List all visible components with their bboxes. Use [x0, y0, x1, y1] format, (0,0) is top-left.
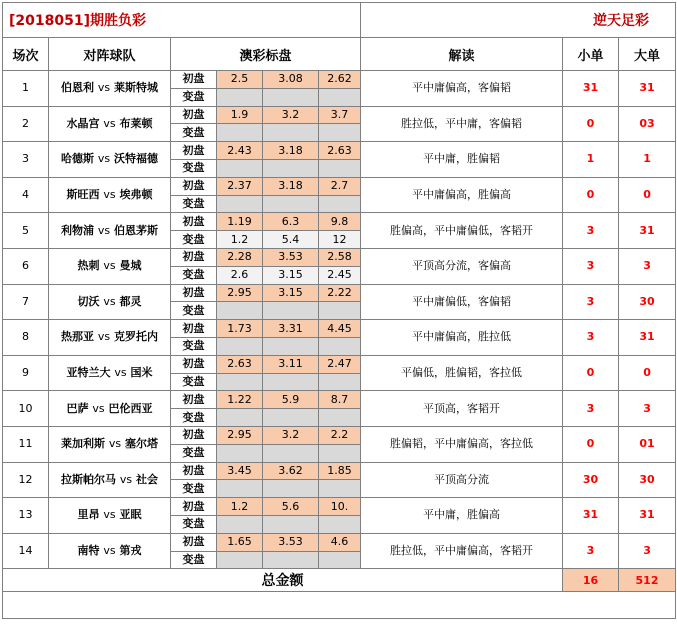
- change-odd: 2.6: [217, 266, 263, 284]
- small-pick: 0: [563, 177, 619, 213]
- init-label: 初盘: [171, 498, 217, 516]
- match-row: [3, 391, 676, 409]
- change-odd: [319, 337, 361, 355]
- init-odd: 2.22: [319, 284, 361, 302]
- interpretation: 平中庸偏高，胜偏高: [361, 177, 563, 213]
- vs-label: vs: [103, 116, 116, 130]
- change-odd: [263, 337, 319, 355]
- change-odd: [263, 551, 319, 569]
- init-odd: 3.2: [263, 426, 319, 444]
- big-pick: 0: [619, 355, 676, 391]
- init-label: 初盘: [171, 533, 217, 551]
- match-number: 6: [3, 248, 49, 284]
- header-odds: 澳彩标盘: [171, 38, 361, 71]
- match-teams: [49, 533, 171, 569]
- match-row: [3, 213, 676, 231]
- away-team: 塞尔塔: [124, 437, 158, 451]
- change-odd: [263, 515, 319, 533]
- init-odd: 3.45: [217, 462, 263, 480]
- match-row: [3, 142, 676, 160]
- init-odd: 3.18: [263, 142, 319, 160]
- change-odd: [319, 373, 361, 391]
- init-odd: 1.2: [217, 498, 263, 516]
- match-teams: [49, 355, 171, 391]
- change-odd: [263, 409, 319, 427]
- home-team: 斯旺西: [66, 188, 100, 202]
- init-odd: 2.5: [217, 71, 263, 89]
- match-teams: [49, 177, 171, 213]
- away-team: 曼城: [119, 259, 142, 273]
- big-pick: 03: [619, 106, 676, 142]
- init-label: 初盘: [171, 426, 217, 444]
- init-odd: 2.95: [217, 284, 263, 302]
- match-teams: [49, 320, 171, 356]
- init-label: 初盘: [171, 177, 217, 195]
- init-odd: 3.2: [263, 106, 319, 124]
- empty-row: [3, 592, 676, 619]
- interpretation: 平顶高，客韬开: [361, 391, 563, 427]
- init-label: 初盘: [171, 142, 217, 160]
- init-label: 初盘: [171, 248, 217, 266]
- small-pick: 0: [563, 106, 619, 142]
- match-teams: [49, 284, 171, 320]
- change-odd: [263, 373, 319, 391]
- big-pick: 3: [619, 391, 676, 427]
- init-label: 初盘: [171, 284, 217, 302]
- match-number: 7: [3, 284, 49, 320]
- vs-label: vs: [97, 223, 111, 237]
- vs-label: vs: [103, 294, 116, 308]
- init-odd: 3.08: [263, 71, 319, 89]
- small-pick: 30: [563, 462, 619, 498]
- small-pick: 3: [563, 213, 619, 249]
- header-no: 场次: [3, 38, 49, 71]
- interpretation: 平中庸偏高，客偏韬: [361, 71, 563, 107]
- match-teams: [49, 142, 171, 178]
- match-teams: [49, 213, 171, 249]
- init-odd: 2.43: [217, 142, 263, 160]
- init-odd: 1.65: [217, 533, 263, 551]
- home-team: 巴萨: [66, 401, 89, 415]
- away-team: 亚眠: [119, 508, 142, 522]
- home-team: 切沃: [77, 294, 100, 308]
- home-team: 哈德斯: [61, 152, 95, 166]
- change-odd: [319, 444, 361, 462]
- away-team: 沃特福德: [113, 152, 158, 166]
- big-pick: 31: [619, 213, 676, 249]
- change-label: 变盘: [171, 302, 217, 320]
- issue-title: [2018051]期胜负彩: [3, 3, 361, 38]
- total-big: 512: [619, 569, 676, 592]
- change-odd: 12: [319, 231, 361, 249]
- match-number: 10: [3, 391, 49, 427]
- change-label: 变盘: [171, 480, 217, 498]
- header-interp: 解读: [361, 38, 563, 71]
- change-odd: [217, 409, 263, 427]
- match-number: 11: [3, 426, 49, 462]
- init-odd: 2.62: [319, 71, 361, 89]
- change-odd: [319, 88, 361, 106]
- big-pick: 0: [619, 177, 676, 213]
- big-pick: 01: [619, 426, 676, 462]
- away-team: 巴伦西亚: [108, 401, 153, 415]
- vs-label: vs: [97, 330, 111, 344]
- init-odd: 2.58: [319, 248, 361, 266]
- match-number: 5: [3, 213, 49, 249]
- change-odd: 2.45: [319, 266, 361, 284]
- change-odd: [217, 159, 263, 177]
- away-team: 社会: [135, 472, 158, 486]
- init-odd: 8.7: [319, 391, 361, 409]
- match-teams: [49, 106, 171, 142]
- match-row: [3, 533, 676, 551]
- match-row: [3, 462, 676, 480]
- init-odd: 1.19: [217, 213, 263, 231]
- init-label: 初盘: [171, 391, 217, 409]
- interpretation: 平中庸偏低，客偏韬: [361, 284, 563, 320]
- change-odd: [263, 88, 319, 106]
- small-pick: 31: [563, 71, 619, 107]
- away-team: 克罗托内: [113, 330, 158, 344]
- away-team: 都灵: [119, 294, 142, 308]
- change-odd: [217, 337, 263, 355]
- change-odd: [319, 159, 361, 177]
- init-odd: 5.6: [263, 498, 319, 516]
- init-odd: 6.3: [263, 213, 319, 231]
- away-team: 莱斯特城: [113, 81, 158, 95]
- init-label: 初盘: [171, 355, 217, 373]
- interpretation: 胜偏高，平中庸偏低，客韬开: [361, 213, 563, 249]
- init-odd: 2.37: [217, 177, 263, 195]
- small-pick: 3: [563, 533, 619, 569]
- change-label: 变盘: [171, 373, 217, 391]
- match-row: [3, 106, 676, 124]
- change-odd: [217, 302, 263, 320]
- init-odd: 3.18: [263, 177, 319, 195]
- interpretation: 胜拉低，平中庸，客偏韬: [361, 106, 563, 142]
- match-number: 3: [3, 142, 49, 178]
- match-number: 14: [3, 533, 49, 569]
- home-team: 莱加利斯: [61, 437, 106, 451]
- change-label: 变盘: [171, 266, 217, 284]
- change-odd: [217, 551, 263, 569]
- init-odd: 3.31: [263, 320, 319, 338]
- change-odd: [263, 124, 319, 142]
- vs-label: vs: [108, 437, 122, 451]
- header-match: 对阵球队: [49, 38, 171, 71]
- match-number: 9: [3, 355, 49, 391]
- change-odd: [319, 480, 361, 498]
- small-pick: 3: [563, 284, 619, 320]
- interpretation: 平顶高分流: [361, 462, 563, 498]
- change-odd: [263, 195, 319, 213]
- home-team: 拉斯帕尔马: [61, 472, 117, 486]
- header-row: [3, 38, 676, 71]
- total-row: [3, 569, 676, 592]
- match-number: 1: [3, 71, 49, 107]
- change-label: 变盘: [171, 195, 217, 213]
- home-team: 亚特兰大: [66, 366, 111, 380]
- interpretation: 平中庸，胜偏韬: [361, 142, 563, 178]
- away-team: 埃弗顿: [119, 188, 153, 202]
- match-row: [3, 284, 676, 302]
- match-teams: [49, 426, 171, 462]
- change-label: 变盘: [171, 337, 217, 355]
- home-team: 伯恩利: [61, 81, 95, 95]
- home-team: 热那亚: [61, 330, 95, 344]
- total-label: 总金额: [3, 569, 563, 592]
- init-odd: 9.8: [319, 213, 361, 231]
- init-odd: 3.62: [263, 462, 319, 480]
- init-odd: 1.85: [319, 462, 361, 480]
- init-odd: 5.9: [263, 391, 319, 409]
- vs-label: vs: [114, 366, 127, 380]
- big-pick: 31: [619, 71, 676, 107]
- interpretation: 平顶高分流，客偏高: [361, 248, 563, 284]
- home-team: 里昂: [77, 508, 100, 522]
- interpretation: 平中庸，胜偏高: [361, 498, 563, 534]
- big-pick: 30: [619, 284, 676, 320]
- change-odd: [217, 88, 263, 106]
- vs-label: vs: [103, 544, 116, 558]
- init-odd: 4.45: [319, 320, 361, 338]
- interpretation: 胜拉低，平中庸偏高，客韬开: [361, 533, 563, 569]
- title-row: [3, 3, 676, 38]
- init-label: 初盘: [171, 213, 217, 231]
- init-odd: 1.9: [217, 106, 263, 124]
- change-odd: [217, 515, 263, 533]
- change-label: 变盘: [171, 124, 217, 142]
- vs-label: vs: [103, 259, 116, 273]
- interpretation: 平偏低，胜偏韬，客拉低: [361, 355, 563, 391]
- init-odd: 3.53: [263, 533, 319, 551]
- change-odd: [319, 124, 361, 142]
- init-label: 初盘: [171, 106, 217, 124]
- change-odd: [319, 551, 361, 569]
- init-odd: 10.: [319, 498, 361, 516]
- init-odd: 2.7: [319, 177, 361, 195]
- big-pick: 3: [619, 248, 676, 284]
- vs-label: vs: [103, 188, 116, 202]
- change-odd: 1.2: [217, 231, 263, 249]
- init-odd: 1.22: [217, 391, 263, 409]
- change-odd: [319, 515, 361, 533]
- big-pick: 3: [619, 533, 676, 569]
- header-small: 小单: [563, 38, 619, 71]
- init-odd: 2.95: [217, 426, 263, 444]
- change-label: 变盘: [171, 88, 217, 106]
- match-number: 13: [3, 498, 49, 534]
- match-teams: [49, 498, 171, 534]
- match-teams: [49, 462, 171, 498]
- away-team: 布莱顿: [119, 116, 153, 130]
- small-pick: 3: [563, 248, 619, 284]
- init-odd: 2.2: [319, 426, 361, 444]
- change-odd: 5.4: [263, 231, 319, 249]
- match-number: 12: [3, 462, 49, 498]
- init-odd: 2.63: [319, 142, 361, 160]
- match-row: [3, 71, 676, 89]
- brand-title: 逆天足彩: [361, 3, 676, 38]
- change-label: 变盘: [171, 551, 217, 569]
- init-odd: 2.47: [319, 355, 361, 373]
- match-teams: [49, 248, 171, 284]
- match-row: [3, 320, 676, 338]
- home-team: 利物浦: [61, 223, 95, 237]
- change-label: 变盘: [171, 515, 217, 533]
- big-pick: 30: [619, 462, 676, 498]
- change-label: 变盘: [171, 444, 217, 462]
- match-teams: [49, 391, 171, 427]
- init-odd: 3.11: [263, 355, 319, 373]
- interpretation: 胜偏韬，平中庸偏高，客拉低: [361, 426, 563, 462]
- change-odd: [319, 302, 361, 320]
- small-pick: 0: [563, 355, 619, 391]
- header-big: 大单: [619, 38, 676, 71]
- init-odd: 4.6: [319, 533, 361, 551]
- init-label: 初盘: [171, 71, 217, 89]
- vs-label: vs: [119, 472, 133, 486]
- change-odd: [319, 409, 361, 427]
- match-row: [3, 498, 676, 516]
- small-pick: 3: [563, 391, 619, 427]
- small-pick: 31: [563, 498, 619, 534]
- prediction-table: [2, 2, 676, 619]
- change-odd: [217, 444, 263, 462]
- init-label: 初盘: [171, 462, 217, 480]
- change-odd: [263, 480, 319, 498]
- home-team: 热刺: [77, 259, 100, 273]
- small-pick: 0: [563, 426, 619, 462]
- total-small: 16: [563, 569, 619, 592]
- away-team: 国米: [130, 366, 153, 380]
- init-label: 初盘: [171, 320, 217, 338]
- init-odd: 3.7: [319, 106, 361, 124]
- change-odd: 3.15: [263, 266, 319, 284]
- match-teams: [49, 71, 171, 107]
- change-label: 变盘: [171, 159, 217, 177]
- small-pick: 3: [563, 320, 619, 356]
- change-odd: [263, 159, 319, 177]
- vs-label: vs: [97, 81, 111, 95]
- change-odd: [217, 373, 263, 391]
- match-number: 4: [3, 177, 49, 213]
- big-pick: 31: [619, 320, 676, 356]
- empty-cell: [3, 592, 676, 619]
- match-row: [3, 248, 676, 266]
- change-odd: [263, 444, 319, 462]
- big-pick: 1: [619, 142, 676, 178]
- change-label: 变盘: [171, 409, 217, 427]
- big-pick: 31: [619, 498, 676, 534]
- init-odd: 3.15: [263, 284, 319, 302]
- change-odd: [217, 124, 263, 142]
- away-team: 伯恩茅斯: [113, 223, 158, 237]
- home-team: 南特: [77, 544, 100, 558]
- init-odd: 2.63: [217, 355, 263, 373]
- vs-label: vs: [97, 152, 111, 166]
- change-label: 变盘: [171, 231, 217, 249]
- change-odd: [319, 195, 361, 213]
- match-number: 8: [3, 320, 49, 356]
- home-team: 水晶宫: [66, 116, 100, 130]
- init-odd: 1.73: [217, 320, 263, 338]
- init-odd: 3.53: [263, 248, 319, 266]
- change-odd: [217, 480, 263, 498]
- match-row: [3, 177, 676, 195]
- vs-label: vs: [103, 508, 116, 522]
- interpretation: 平中庸偏高，胜拉低: [361, 320, 563, 356]
- small-pick: 1: [563, 142, 619, 178]
- away-team: 第戎: [119, 544, 142, 558]
- match-row: [3, 426, 676, 444]
- init-odd: 2.28: [217, 248, 263, 266]
- change-odd: [263, 302, 319, 320]
- match-number: 2: [3, 106, 49, 142]
- match-row: [3, 355, 676, 373]
- vs-label: vs: [92, 401, 105, 415]
- change-odd: [217, 195, 263, 213]
